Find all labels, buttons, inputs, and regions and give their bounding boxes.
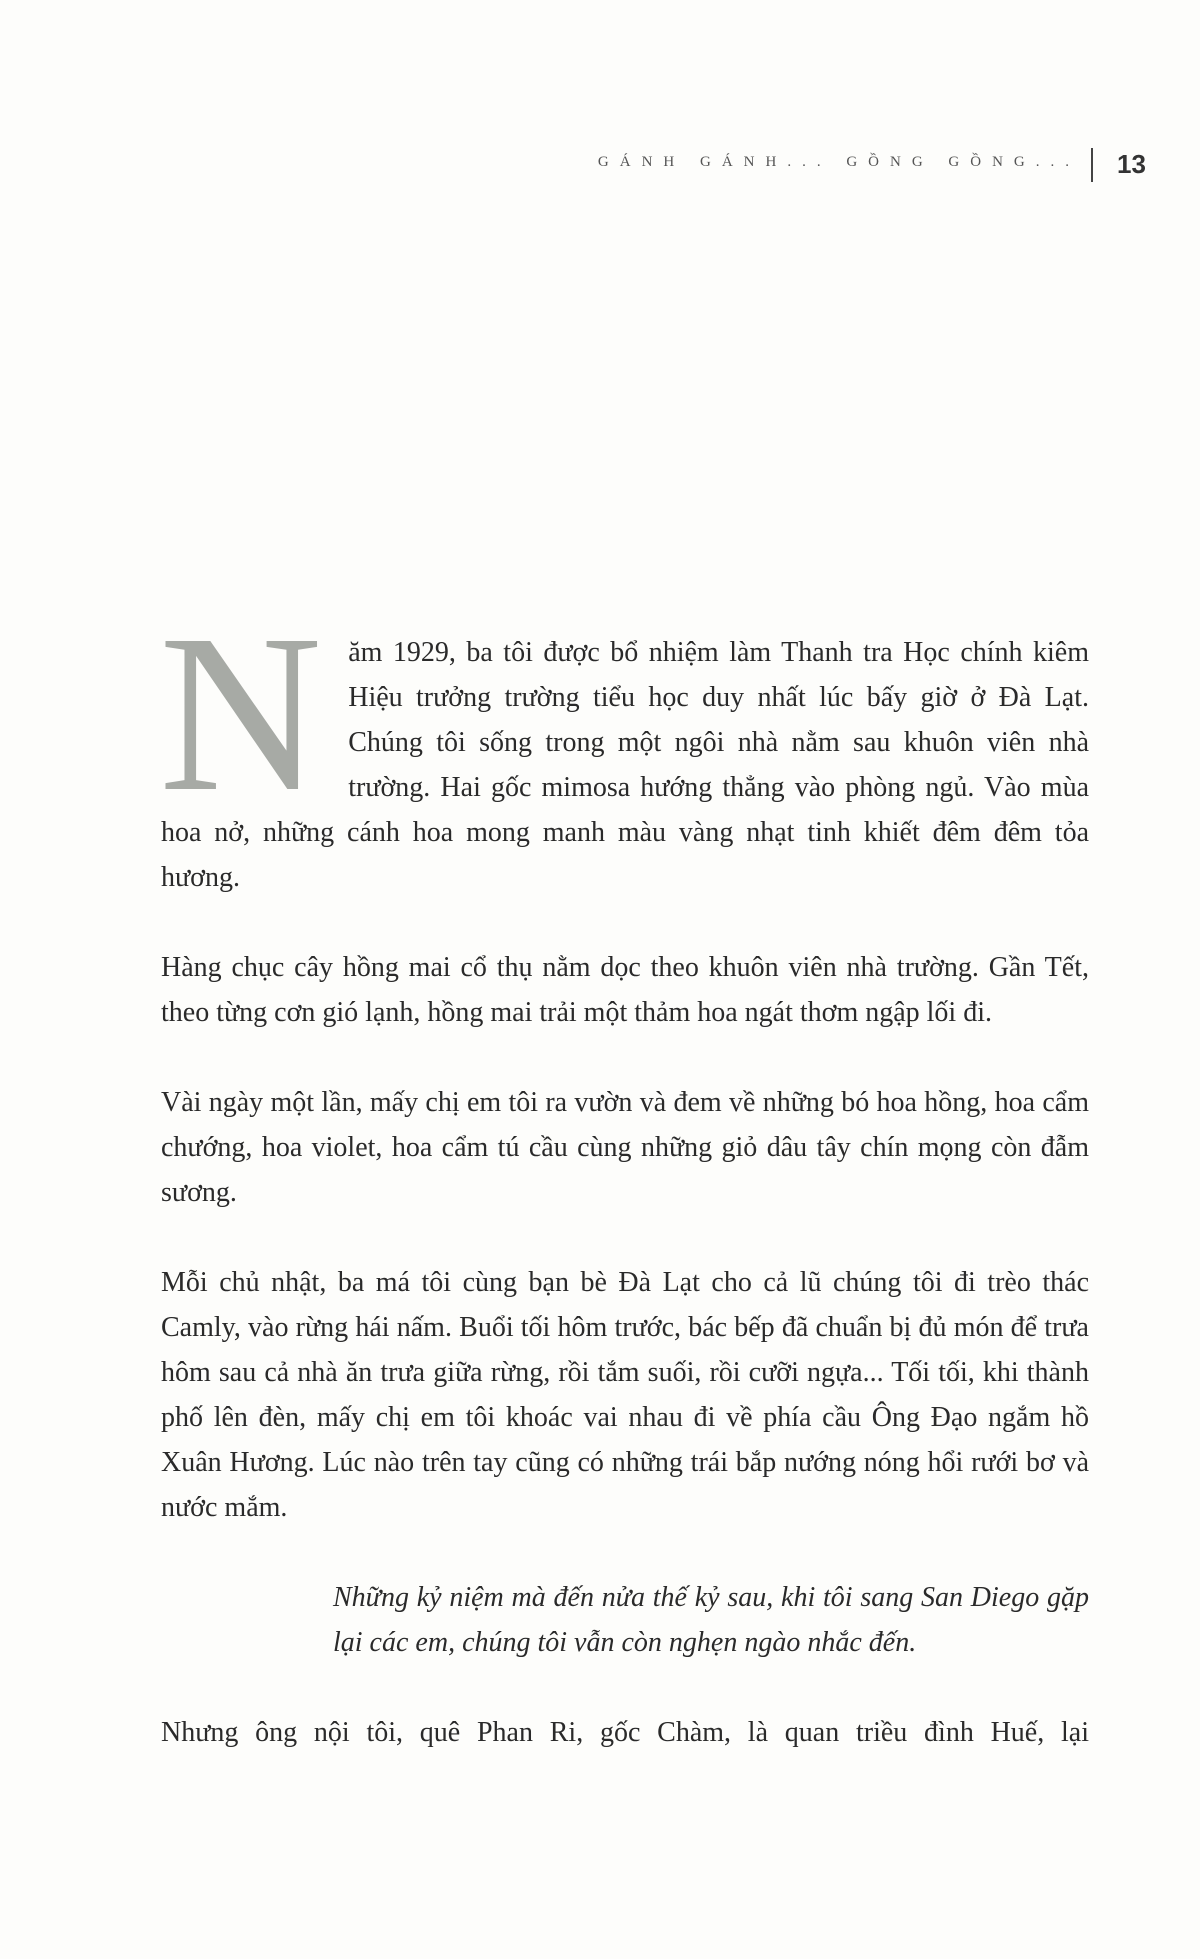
drop-cap: N bbox=[159, 588, 323, 838]
paragraph-5: Nhưng ông nội tôi, quê Phan Ri, gốc Chàm, là quan triều đình Huế, lại bbox=[161, 1717, 1089, 1748]
body-text bbox=[159, 588, 1089, 1755]
page-header bbox=[0, 148, 1200, 188]
paragraph-4: Mỗi chủ nhật, ba má tôi cùng bạn bè Đà Lạt cho cả lũ chúng tôi đi trèo thác Camly, vào rừng hái nấm. Buổi tối hôm trước, bác bếp đã chuẩn bị đủ món để trưa hôm sau cả nhà ăn trưa giữa rừng, rồi tắm suối, rồi cưỡi ngựa... Tối tối, khi thành phố lên đèn, mấy chị em tôi khoác vai nhau đi về phía cầu Ông Đạo ngắm hồ Xuân Hương. Lúc nào trên tay cũng có những trái bắp nướng nóng hổi rưới bơ và nước mắm. bbox=[161, 1267, 1089, 1523]
paragraph-3: Vài ngày một lần, mấy chị em tôi ra vườn và đem về những bó hoa hồng, hoa cẩm chướng, hoa violet, hoa cẩm tú cầu cùng những giỏ dâu tây chín mọng còn đẫm sương. bbox=[161, 1087, 1089, 1208]
running-head: GÁNH GÁNH... GỒNG GỒNG... bbox=[597, 154, 1080, 170]
paragraph-2: Hàng chục cây hồng mai cổ thụ nằm dọc theo khuôn viên nhà trường. Gần Tết, theo từng cơn gió lạnh, hồng mai trải một thảm hoa ngát thơm ngập lối đi. bbox=[161, 952, 1089, 1028]
paragraph-1-text: ăm 1929, ba tôi được bổ nhiệm làm Thanh tra Học chính kiêm Hiệu trưởng trường tiểu học duy nhất lúc bấy giờ ở Đà Lạt. Chúng tôi sống trong một ngôi nhà nằm sau khuôn viên nhà trường. Hai gốc mimosa hướng thẳng vào phòng ngủ. Vào mùa hoa nở, những cánh hoa mong manh màu vàng nhạt tinh khiết đêm đêm tỏa hương. bbox=[161, 637, 1089, 893]
page-number: 13 bbox=[1117, 149, 1146, 179]
paragraph-1 bbox=[159, 588, 1089, 900]
italic-quote: Những kỷ niệm mà đến nửa thế kỷ sau, khi tôi sang San Diego gặp lại các em, chúng tôi vẫn còn nghẹn ngào nhắc đến. bbox=[333, 1582, 1089, 1658]
header-divider bbox=[1091, 148, 1093, 182]
